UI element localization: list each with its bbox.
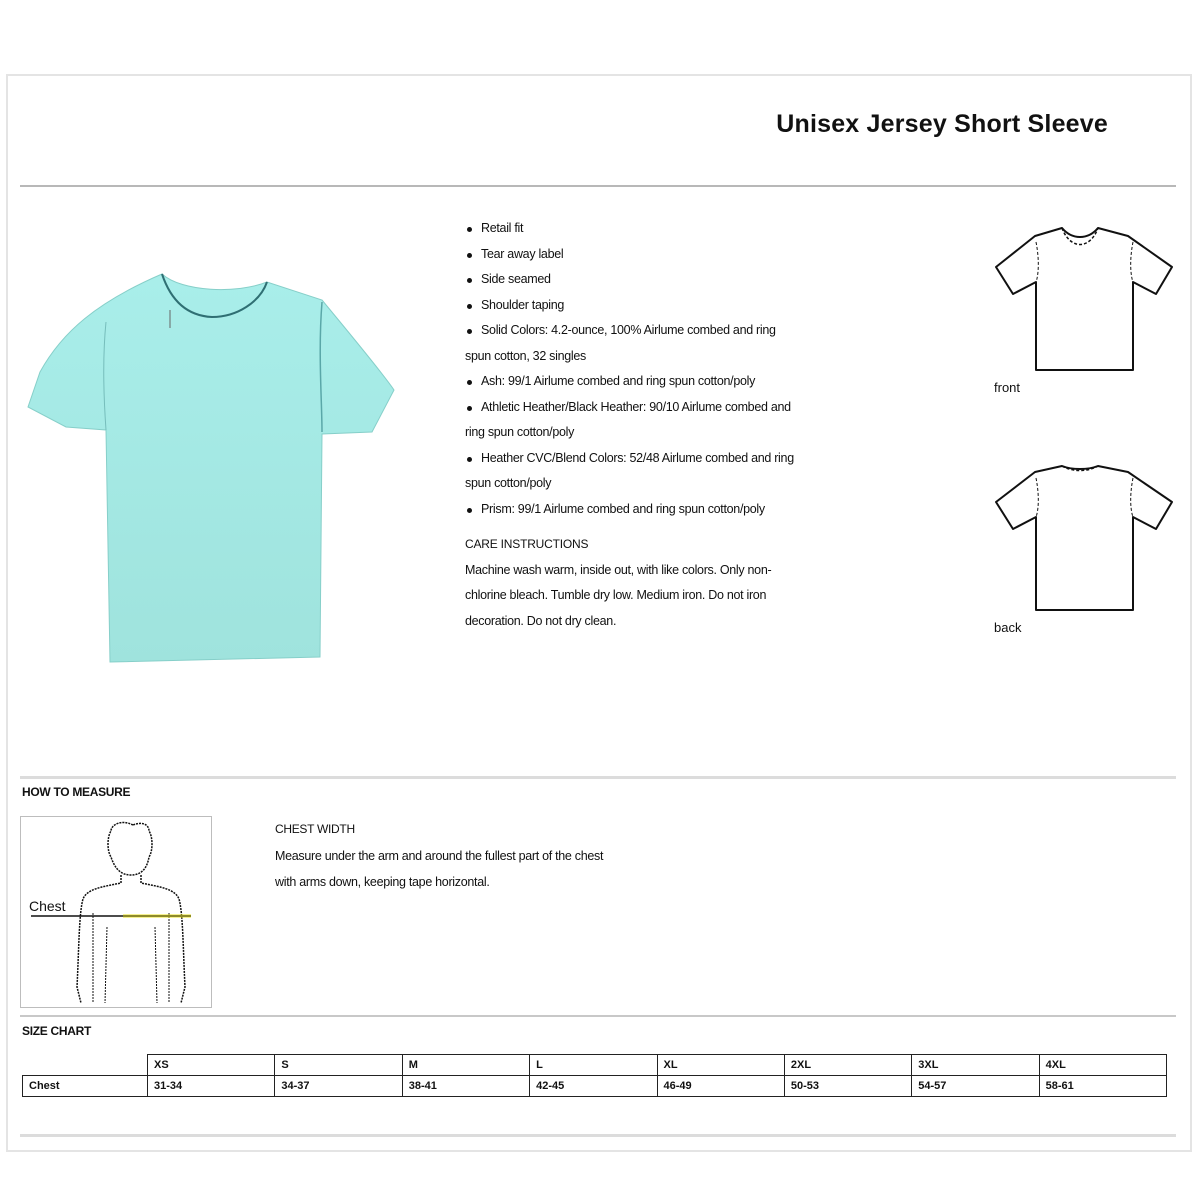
feature-item: Retail fit bbox=[465, 216, 855, 242]
feature-item: Heather CVC/Blend Colors: 52/48 Airlume combed and ring spun cotton/poly bbox=[465, 446, 855, 497]
product-photo bbox=[22, 262, 397, 667]
feature-list bbox=[465, 216, 855, 634]
feature-item: Athletic Heather/Black Heather: 90/10 Airlume combed and ring spun cotton/poly bbox=[465, 395, 855, 446]
size-header-row bbox=[23, 1055, 1167, 1076]
measure-diagram bbox=[20, 816, 212, 1008]
chest-cell: 42-45 bbox=[530, 1076, 657, 1097]
back-label: back bbox=[994, 620, 1022, 635]
tshirt-front-icon bbox=[980, 222, 1180, 372]
feature-item: Shoulder taping bbox=[465, 293, 855, 319]
chest-width-text: Measure under the arm and around the fullest part of the chest with arms down, keeping tape horizontal. bbox=[275, 849, 604, 889]
size-header-cell: XL bbox=[657, 1055, 784, 1076]
chest-cell: 50-53 bbox=[784, 1076, 911, 1097]
size-header-cell: 4XL bbox=[1039, 1055, 1166, 1076]
page-title: Unisex Jersey Short Sleeve bbox=[776, 110, 1108, 138]
size-header-cell: 3XL bbox=[912, 1055, 1039, 1076]
row-label: Chest bbox=[23, 1076, 148, 1097]
how-to-measure-heading: HOW TO MEASURE bbox=[22, 785, 131, 799]
chest-cell: 31-34 bbox=[148, 1076, 275, 1097]
chest-cell: 46-49 bbox=[657, 1076, 784, 1097]
feature-item: Prism: 99/1 Airlume combed and ring spun cotton/poly bbox=[465, 497, 855, 523]
care-text: Machine wash warm, inside out, with like colors. Only non- chlorine bleach. Tumble dry low. Medium iron. Do not iron decoration. Do not dry clean. bbox=[465, 562, 772, 628]
corner-cell bbox=[23, 1055, 148, 1076]
size-header-cell: L bbox=[530, 1055, 657, 1076]
feature-item: Side seamed bbox=[465, 267, 855, 293]
section-divider bbox=[20, 1015, 1176, 1017]
size-header-cell: S bbox=[275, 1055, 402, 1076]
feature-item: Ash: 99/1 Airlume combed and ring spun cotton/poly bbox=[465, 369, 855, 395]
chest-cell: 38-41 bbox=[402, 1076, 529, 1097]
title-divider bbox=[20, 185, 1176, 187]
chest-cell: 34-37 bbox=[275, 1076, 402, 1097]
flat-front bbox=[980, 222, 1180, 395]
feature-item: Tear away label bbox=[465, 242, 855, 268]
body-outline-icon bbox=[21, 817, 211, 1007]
footer-divider bbox=[20, 1134, 1176, 1137]
chest-width-heading: CHEST WIDTH bbox=[275, 822, 355, 836]
size-chart-heading: SIZE CHART bbox=[22, 1024, 92, 1038]
flat-back bbox=[980, 462, 1180, 635]
size-header-cell: M bbox=[402, 1055, 529, 1076]
care-heading: CARE INSTRUCTIONS bbox=[465, 537, 589, 551]
front-label: front bbox=[994, 380, 1021, 395]
tshirt-back-icon bbox=[980, 462, 1180, 612]
chest-cell: 54-57 bbox=[912, 1076, 1039, 1097]
section-divider bbox=[20, 776, 1176, 779]
chest-cell: 58-61 bbox=[1039, 1076, 1166, 1097]
feature-item: Solid Colors: 4.2-ounce, 100% Airlume combed and ring spun cotton, 32 singles bbox=[465, 318, 855, 369]
size-header-cell: XS bbox=[148, 1055, 275, 1076]
size-header-cell: 2XL bbox=[784, 1055, 911, 1076]
size-chart-table bbox=[22, 1054, 1167, 1097]
chest-diagram-label: Chest bbox=[29, 898, 66, 914]
chest-row bbox=[23, 1076, 1167, 1097]
